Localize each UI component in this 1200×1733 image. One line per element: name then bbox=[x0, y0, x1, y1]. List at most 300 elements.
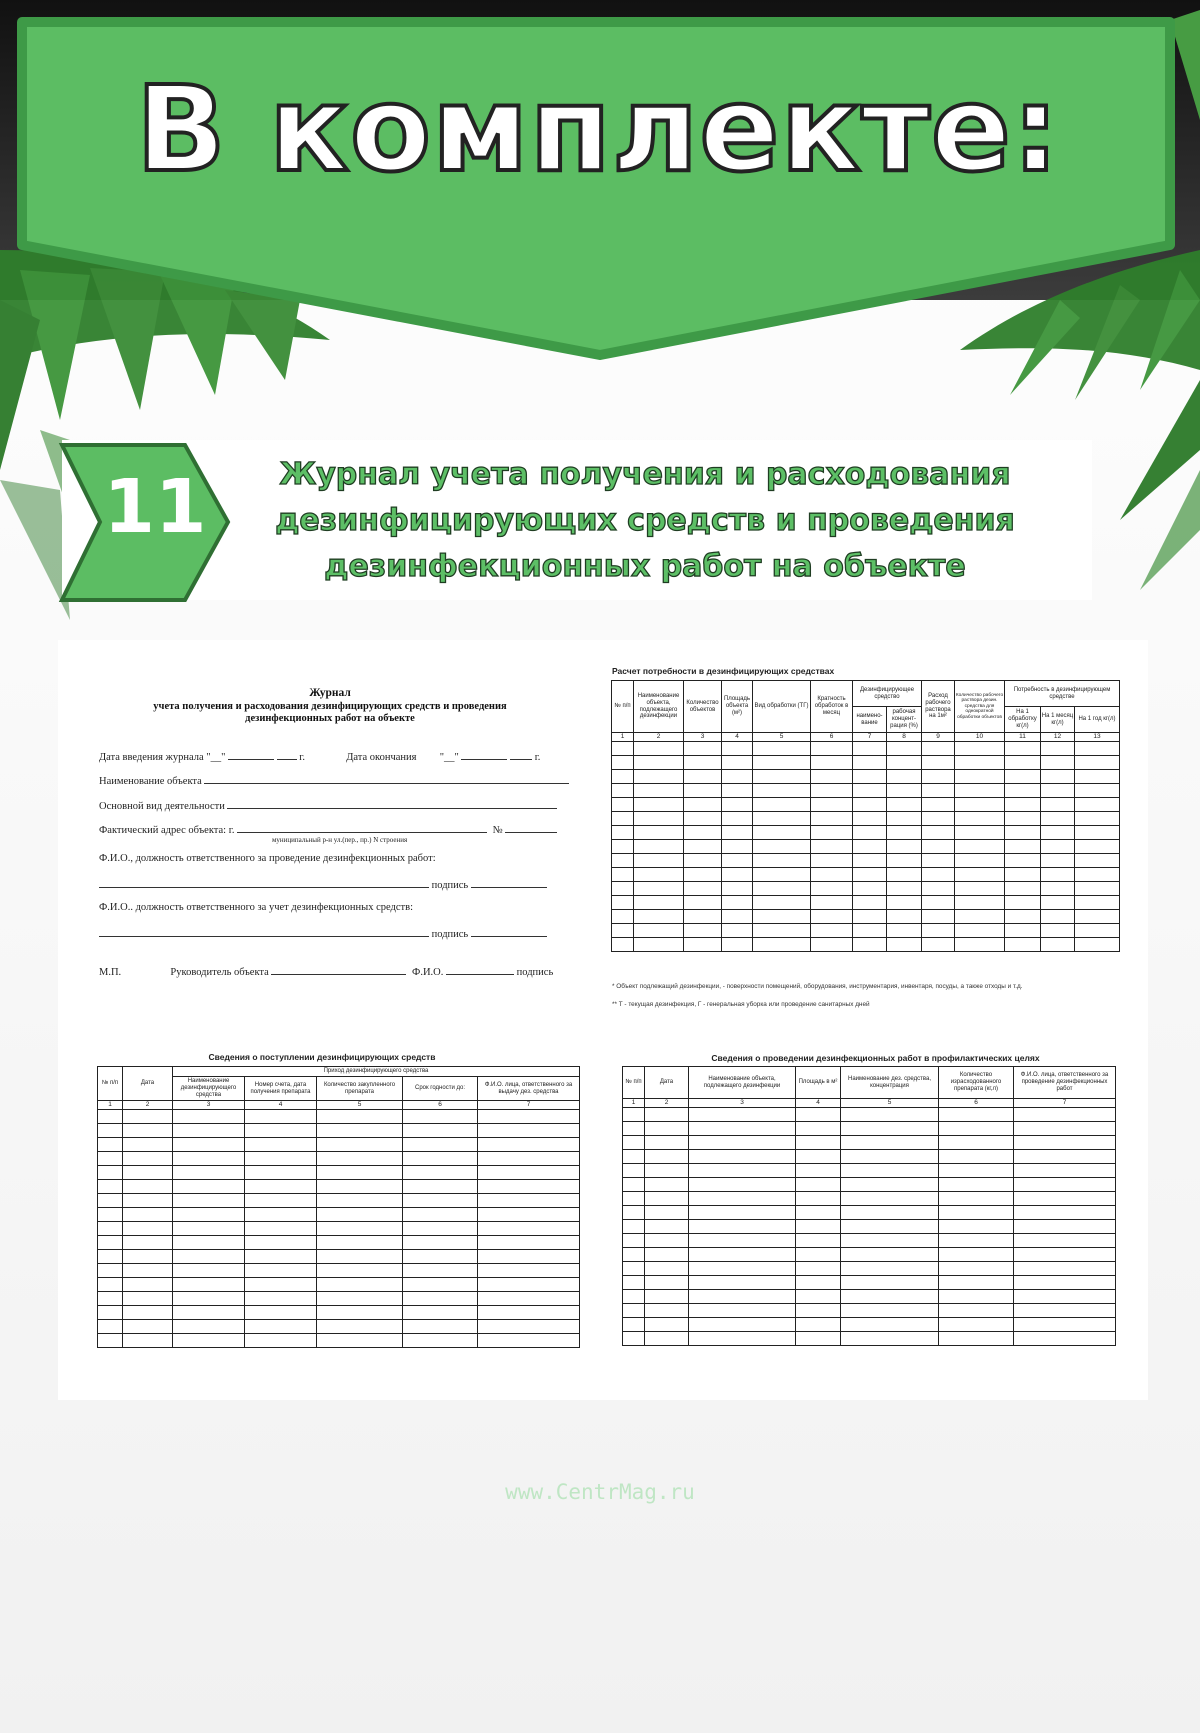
table-cell[interactable] bbox=[1014, 1122, 1116, 1136]
table-cell[interactable] bbox=[1041, 868, 1075, 882]
table-cell[interactable] bbox=[245, 1264, 317, 1278]
table-cell[interactable] bbox=[1041, 924, 1075, 938]
table-cell[interactable] bbox=[722, 756, 753, 770]
table-cell[interactable] bbox=[796, 1290, 841, 1304]
table-cell[interactable] bbox=[623, 1248, 645, 1262]
table-cell[interactable] bbox=[645, 1122, 689, 1136]
table-cell[interactable] bbox=[173, 1180, 245, 1194]
table-cell[interactable] bbox=[645, 1234, 689, 1248]
table-cell[interactable] bbox=[245, 1110, 317, 1124]
table-cell[interactable] bbox=[123, 1152, 173, 1166]
table-cell[interactable] bbox=[1075, 770, 1120, 784]
table-cell[interactable] bbox=[939, 1290, 1014, 1304]
table-cell[interactable] bbox=[634, 910, 684, 924]
table-cell[interactable] bbox=[403, 1138, 478, 1152]
table-cell[interactable] bbox=[841, 1276, 939, 1290]
table-cell[interactable] bbox=[478, 1222, 580, 1236]
table-cell[interactable] bbox=[853, 798, 887, 812]
table-cell[interactable] bbox=[623, 1206, 645, 1220]
table-cell[interactable] bbox=[796, 1108, 841, 1122]
table-cell[interactable] bbox=[684, 798, 722, 812]
table-cell[interactable] bbox=[1005, 910, 1041, 924]
table-cell[interactable] bbox=[478, 1208, 580, 1222]
table-cell[interactable] bbox=[317, 1208, 403, 1222]
table-cell[interactable] bbox=[939, 1276, 1014, 1290]
table-cell[interactable] bbox=[689, 1122, 796, 1136]
table-cell[interactable] bbox=[634, 770, 684, 784]
table-cell[interactable] bbox=[317, 1292, 403, 1306]
table-cell[interactable] bbox=[955, 882, 1005, 896]
table-cell[interactable] bbox=[245, 1124, 317, 1138]
table-cell[interactable] bbox=[1014, 1136, 1116, 1150]
table-cell[interactable] bbox=[645, 1276, 689, 1290]
table-cell[interactable] bbox=[1014, 1192, 1116, 1206]
table-cell[interactable] bbox=[796, 1262, 841, 1276]
table-cell[interactable] bbox=[796, 1164, 841, 1178]
table-cell[interactable] bbox=[1075, 812, 1120, 826]
table-cell[interactable] bbox=[98, 1110, 123, 1124]
table-cell[interactable] bbox=[403, 1194, 478, 1208]
table-cell[interactable] bbox=[939, 1192, 1014, 1206]
table-cell[interactable] bbox=[1041, 756, 1075, 770]
table-cell[interactable] bbox=[623, 1318, 645, 1332]
table-cell[interactable] bbox=[98, 1208, 123, 1222]
table-cell[interactable] bbox=[811, 742, 853, 756]
table-cell[interactable] bbox=[922, 854, 955, 868]
table-cell[interactable] bbox=[689, 1332, 796, 1346]
table-cell[interactable] bbox=[841, 1136, 939, 1150]
table-cell[interactable] bbox=[98, 1334, 123, 1348]
table-cell[interactable] bbox=[98, 1278, 123, 1292]
table-cell[interactable] bbox=[612, 784, 634, 798]
table-cell[interactable] bbox=[317, 1222, 403, 1236]
table-cell[interactable] bbox=[245, 1208, 317, 1222]
table-cell[interactable] bbox=[478, 1264, 580, 1278]
table-cell[interactable] bbox=[796, 1332, 841, 1346]
table-cell[interactable] bbox=[922, 896, 955, 910]
table-cell[interactable] bbox=[1014, 1206, 1116, 1220]
table-cell[interactable] bbox=[1041, 854, 1075, 868]
table-cell[interactable] bbox=[317, 1250, 403, 1264]
table-cell[interactable] bbox=[1075, 854, 1120, 868]
table-cell[interactable] bbox=[922, 826, 955, 840]
table-cell[interactable] bbox=[1075, 840, 1120, 854]
table-cell[interactable] bbox=[841, 1220, 939, 1234]
table-cell[interactable] bbox=[612, 910, 634, 924]
table-cell[interactable] bbox=[245, 1222, 317, 1236]
table-cell[interactable] bbox=[634, 868, 684, 882]
director-fio-field[interactable] bbox=[446, 964, 514, 975]
table-cell[interactable] bbox=[684, 938, 722, 952]
table-cell[interactable] bbox=[853, 756, 887, 770]
table-cell[interactable] bbox=[173, 1292, 245, 1306]
table-cell[interactable] bbox=[796, 1150, 841, 1164]
table-cell[interactable] bbox=[841, 1108, 939, 1122]
table-cell[interactable] bbox=[796, 1276, 841, 1290]
table-cell[interactable] bbox=[853, 882, 887, 896]
table-cell[interactable] bbox=[1014, 1248, 1116, 1262]
table-cell[interactable] bbox=[173, 1306, 245, 1320]
table-cell[interactable] bbox=[98, 1138, 123, 1152]
table-cell[interactable] bbox=[887, 896, 922, 910]
table-cell[interactable] bbox=[245, 1236, 317, 1250]
table-cell[interactable] bbox=[722, 924, 753, 938]
table-cell[interactable] bbox=[853, 868, 887, 882]
table-cell[interactable] bbox=[887, 868, 922, 882]
table-cell[interactable] bbox=[1014, 1318, 1116, 1332]
table-cell[interactable] bbox=[123, 1222, 173, 1236]
table-cell[interactable] bbox=[317, 1138, 403, 1152]
table-cell[interactable] bbox=[684, 756, 722, 770]
table-cell[interactable] bbox=[887, 910, 922, 924]
table-cell[interactable] bbox=[1041, 784, 1075, 798]
table-cell[interactable] bbox=[955, 896, 1005, 910]
table-cell[interactable] bbox=[173, 1278, 245, 1292]
table-cell[interactable] bbox=[887, 938, 922, 952]
table-cell[interactable] bbox=[684, 854, 722, 868]
table-cell[interactable] bbox=[922, 742, 955, 756]
table-cell[interactable] bbox=[722, 910, 753, 924]
table-cell[interactable] bbox=[887, 756, 922, 770]
table-cell[interactable] bbox=[123, 1320, 173, 1334]
table-cell[interactable] bbox=[612, 812, 634, 826]
table-cell[interactable] bbox=[684, 826, 722, 840]
table-cell[interactable] bbox=[645, 1248, 689, 1262]
table-cell[interactable] bbox=[98, 1166, 123, 1180]
table-cell[interactable] bbox=[612, 938, 634, 952]
table-cell[interactable] bbox=[403, 1124, 478, 1138]
table-cell[interactable] bbox=[645, 1220, 689, 1234]
table-cell[interactable] bbox=[478, 1306, 580, 1320]
table-cell[interactable] bbox=[841, 1150, 939, 1164]
table-cell[interactable] bbox=[955, 770, 1005, 784]
table-cell[interactable] bbox=[841, 1192, 939, 1206]
table-cell[interactable] bbox=[853, 938, 887, 952]
table-cell[interactable] bbox=[939, 1234, 1014, 1248]
table-cell[interactable] bbox=[753, 882, 811, 896]
table-cell[interactable] bbox=[811, 924, 853, 938]
table-cell[interactable] bbox=[634, 784, 684, 798]
table-cell[interactable] bbox=[939, 1248, 1014, 1262]
activity-field[interactable] bbox=[227, 798, 557, 809]
table-cell[interactable] bbox=[811, 798, 853, 812]
table-cell[interactable] bbox=[722, 896, 753, 910]
table-cell[interactable] bbox=[123, 1292, 173, 1306]
table-cell[interactable] bbox=[689, 1164, 796, 1178]
table-cell[interactable] bbox=[634, 826, 684, 840]
table-cell[interactable] bbox=[245, 1250, 317, 1264]
table-cell[interactable] bbox=[98, 1194, 123, 1208]
table-cell[interactable] bbox=[245, 1334, 317, 1348]
table-cell[interactable] bbox=[753, 896, 811, 910]
table-cell[interactable] bbox=[796, 1304, 841, 1318]
table-cell[interactable] bbox=[939, 1178, 1014, 1192]
table-cell[interactable] bbox=[753, 868, 811, 882]
table-cell[interactable] bbox=[645, 1290, 689, 1304]
table-cell[interactable] bbox=[796, 1136, 841, 1150]
table-cell[interactable] bbox=[684, 868, 722, 882]
table-cell[interactable] bbox=[722, 854, 753, 868]
table-cell[interactable] bbox=[1041, 826, 1075, 840]
table-cell[interactable] bbox=[753, 756, 811, 770]
table-cell[interactable] bbox=[887, 924, 922, 938]
responsible-work-signature-field[interactable] bbox=[471, 877, 547, 888]
table-cell[interactable] bbox=[645, 1178, 689, 1192]
table-cell[interactable] bbox=[1005, 938, 1041, 952]
table-cell[interactable] bbox=[1005, 882, 1041, 896]
table-cell[interactable] bbox=[317, 1124, 403, 1138]
table-cell[interactable] bbox=[123, 1306, 173, 1320]
table-cell[interactable] bbox=[753, 770, 811, 784]
table-cell[interactable] bbox=[853, 924, 887, 938]
table-cell[interactable] bbox=[645, 1332, 689, 1346]
table-cell[interactable] bbox=[922, 784, 955, 798]
table-cell[interactable] bbox=[478, 1292, 580, 1306]
table-cell[interactable] bbox=[634, 798, 684, 812]
table-cell[interactable] bbox=[841, 1122, 939, 1136]
table-cell[interactable] bbox=[922, 868, 955, 882]
table-cell[interactable] bbox=[123, 1180, 173, 1194]
table-cell[interactable] bbox=[612, 840, 634, 854]
table-cell[interactable] bbox=[841, 1234, 939, 1248]
table-cell[interactable] bbox=[123, 1236, 173, 1250]
table-cell[interactable] bbox=[1075, 896, 1120, 910]
table-cell[interactable] bbox=[955, 826, 1005, 840]
table-cell[interactable] bbox=[634, 924, 684, 938]
table-cell[interactable] bbox=[796, 1122, 841, 1136]
table-cell[interactable] bbox=[689, 1262, 796, 1276]
table-cell[interactable] bbox=[478, 1250, 580, 1264]
table-cell[interactable] bbox=[887, 798, 922, 812]
address-number-field[interactable] bbox=[505, 822, 557, 833]
table-cell[interactable] bbox=[939, 1332, 1014, 1346]
director-field[interactable] bbox=[271, 964, 406, 975]
table-cell[interactable] bbox=[955, 798, 1005, 812]
table-cell[interactable] bbox=[478, 1180, 580, 1194]
table-cell[interactable] bbox=[939, 1220, 1014, 1234]
table-cell[interactable] bbox=[887, 854, 922, 868]
table-cell[interactable] bbox=[634, 840, 684, 854]
table-cell[interactable] bbox=[887, 784, 922, 798]
table-cell[interactable] bbox=[841, 1304, 939, 1318]
table-cell[interactable] bbox=[841, 1164, 939, 1178]
table-cell[interactable] bbox=[922, 924, 955, 938]
object-name-field[interactable] bbox=[204, 773, 569, 784]
table-cell[interactable] bbox=[634, 742, 684, 756]
table-cell[interactable] bbox=[645, 1150, 689, 1164]
table-cell[interactable] bbox=[684, 812, 722, 826]
table-cell[interactable] bbox=[645, 1318, 689, 1332]
table-cell[interactable] bbox=[173, 1236, 245, 1250]
table-cell[interactable] bbox=[634, 938, 684, 952]
table-cell[interactable] bbox=[173, 1208, 245, 1222]
table-cell[interactable] bbox=[478, 1152, 580, 1166]
table-cell[interactable] bbox=[722, 868, 753, 882]
table-cell[interactable] bbox=[403, 1320, 478, 1334]
table-cell[interactable] bbox=[317, 1110, 403, 1124]
table-cell[interactable] bbox=[841, 1262, 939, 1276]
table-cell[interactable] bbox=[478, 1236, 580, 1250]
table-cell[interactable] bbox=[811, 938, 853, 952]
table-cell[interactable] bbox=[796, 1192, 841, 1206]
table-cell[interactable] bbox=[123, 1264, 173, 1278]
table-cell[interactable] bbox=[245, 1152, 317, 1166]
end-date-month-field[interactable] bbox=[461, 749, 507, 760]
table-cell[interactable] bbox=[753, 854, 811, 868]
table-cell[interactable] bbox=[753, 840, 811, 854]
table-cell[interactable] bbox=[939, 1122, 1014, 1136]
intro-date-month-field[interactable] bbox=[228, 749, 274, 760]
table-cell[interactable] bbox=[955, 938, 1005, 952]
table-cell[interactable] bbox=[403, 1222, 478, 1236]
table-cell[interactable] bbox=[478, 1138, 580, 1152]
table-cell[interactable] bbox=[753, 910, 811, 924]
table-cell[interactable] bbox=[1041, 910, 1075, 924]
table-cell[interactable] bbox=[98, 1306, 123, 1320]
table-cell[interactable] bbox=[887, 882, 922, 896]
table-cell[interactable] bbox=[1014, 1304, 1116, 1318]
table-cell[interactable] bbox=[1005, 784, 1041, 798]
table-cell[interactable] bbox=[955, 868, 1005, 882]
responsible-accounting-field[interactable] bbox=[99, 926, 429, 937]
table-cell[interactable] bbox=[98, 1264, 123, 1278]
table-cell[interactable] bbox=[623, 1276, 645, 1290]
table-cell[interactable] bbox=[403, 1250, 478, 1264]
table-cell[interactable] bbox=[173, 1138, 245, 1152]
table-cell[interactable] bbox=[1005, 756, 1041, 770]
table-cell[interactable] bbox=[317, 1166, 403, 1180]
table-cell[interactable] bbox=[98, 1320, 123, 1334]
table-cell[interactable] bbox=[811, 882, 853, 896]
table-cell[interactable] bbox=[1014, 1220, 1116, 1234]
table-cell[interactable] bbox=[1005, 798, 1041, 812]
table-cell[interactable] bbox=[689, 1178, 796, 1192]
table-cell[interactable] bbox=[796, 1318, 841, 1332]
table-cell[interactable] bbox=[623, 1220, 645, 1234]
table-cell[interactable] bbox=[123, 1334, 173, 1348]
table-cell[interactable] bbox=[753, 826, 811, 840]
responsible-work-field[interactable] bbox=[99, 877, 429, 888]
table-cell[interactable] bbox=[623, 1262, 645, 1276]
table-cell[interactable] bbox=[173, 1166, 245, 1180]
table-cell[interactable] bbox=[689, 1206, 796, 1220]
table-cell[interactable] bbox=[317, 1194, 403, 1208]
table-cell[interactable] bbox=[612, 798, 634, 812]
table-cell[interactable] bbox=[612, 896, 634, 910]
table-cell[interactable] bbox=[645, 1192, 689, 1206]
table-cell[interactable] bbox=[612, 868, 634, 882]
table-cell[interactable] bbox=[1014, 1234, 1116, 1248]
table-cell[interactable] bbox=[955, 742, 1005, 756]
table-cell[interactable] bbox=[612, 826, 634, 840]
table-cell[interactable] bbox=[955, 924, 1005, 938]
table-cell[interactable] bbox=[478, 1334, 580, 1348]
table-cell[interactable] bbox=[722, 770, 753, 784]
table-cell[interactable] bbox=[922, 938, 955, 952]
table-cell[interactable] bbox=[612, 924, 634, 938]
table-cell[interactable] bbox=[853, 812, 887, 826]
table-cell[interactable] bbox=[98, 1250, 123, 1264]
table-cell[interactable] bbox=[403, 1166, 478, 1180]
table-cell[interactable] bbox=[612, 882, 634, 896]
table-cell[interactable] bbox=[317, 1236, 403, 1250]
table-cell[interactable] bbox=[403, 1180, 478, 1194]
table-cell[interactable] bbox=[1075, 924, 1120, 938]
table-cell[interactable] bbox=[853, 854, 887, 868]
table-cell[interactable] bbox=[403, 1278, 478, 1292]
table-cell[interactable] bbox=[645, 1136, 689, 1150]
table-cell[interactable] bbox=[623, 1234, 645, 1248]
table-cell[interactable] bbox=[689, 1220, 796, 1234]
table-cell[interactable] bbox=[853, 840, 887, 854]
table-cell[interactable] bbox=[939, 1164, 1014, 1178]
table-cell[interactable] bbox=[887, 840, 922, 854]
table-cell[interactable] bbox=[1075, 756, 1120, 770]
table-cell[interactable] bbox=[403, 1110, 478, 1124]
table-cell[interactable] bbox=[123, 1278, 173, 1292]
table-cell[interactable] bbox=[811, 812, 853, 826]
table-cell[interactable] bbox=[1041, 882, 1075, 896]
table-cell[interactable] bbox=[955, 840, 1005, 854]
table-cell[interactable] bbox=[98, 1180, 123, 1194]
table-cell[interactable] bbox=[645, 1304, 689, 1318]
table-cell[interactable] bbox=[1014, 1332, 1116, 1346]
table-cell[interactable] bbox=[811, 826, 853, 840]
table-cell[interactable] bbox=[841, 1248, 939, 1262]
table-cell[interactable] bbox=[1075, 910, 1120, 924]
table-cell[interactable] bbox=[403, 1208, 478, 1222]
table-cell[interactable] bbox=[478, 1124, 580, 1138]
table-cell[interactable] bbox=[645, 1108, 689, 1122]
table-cell[interactable] bbox=[317, 1152, 403, 1166]
table-cell[interactable] bbox=[245, 1138, 317, 1152]
table-cell[interactable] bbox=[1005, 826, 1041, 840]
table-cell[interactable] bbox=[623, 1164, 645, 1178]
table-cell[interactable] bbox=[939, 1136, 1014, 1150]
table-cell[interactable] bbox=[1041, 938, 1075, 952]
table-cell[interactable] bbox=[922, 910, 955, 924]
table-cell[interactable] bbox=[478, 1166, 580, 1180]
table-cell[interactable] bbox=[853, 826, 887, 840]
table-cell[interactable] bbox=[173, 1110, 245, 1124]
table-cell[interactable] bbox=[612, 770, 634, 784]
table-cell[interactable] bbox=[922, 882, 955, 896]
table-cell[interactable] bbox=[939, 1206, 1014, 1220]
table-cell[interactable] bbox=[98, 1124, 123, 1138]
table-cell[interactable] bbox=[478, 1278, 580, 1292]
table-cell[interactable] bbox=[853, 784, 887, 798]
table-cell[interactable] bbox=[841, 1290, 939, 1304]
table-cell[interactable] bbox=[245, 1278, 317, 1292]
table-cell[interactable] bbox=[1014, 1150, 1116, 1164]
table-cell[interactable] bbox=[1041, 770, 1075, 784]
table-cell[interactable] bbox=[1005, 742, 1041, 756]
table-cell[interactable] bbox=[1075, 784, 1120, 798]
table-cell[interactable] bbox=[689, 1248, 796, 1262]
table-cell[interactable] bbox=[722, 882, 753, 896]
table-cell[interactable] bbox=[955, 784, 1005, 798]
table-cell[interactable] bbox=[753, 924, 811, 938]
table-cell[interactable] bbox=[955, 812, 1005, 826]
table-cell[interactable] bbox=[1005, 812, 1041, 826]
table-cell[interactable] bbox=[1075, 826, 1120, 840]
table-cell[interactable] bbox=[722, 812, 753, 826]
table-cell[interactable] bbox=[939, 1108, 1014, 1122]
table-cell[interactable] bbox=[722, 840, 753, 854]
table-cell[interactable] bbox=[955, 854, 1005, 868]
table-cell[interactable] bbox=[245, 1194, 317, 1208]
table-cell[interactable] bbox=[98, 1222, 123, 1236]
